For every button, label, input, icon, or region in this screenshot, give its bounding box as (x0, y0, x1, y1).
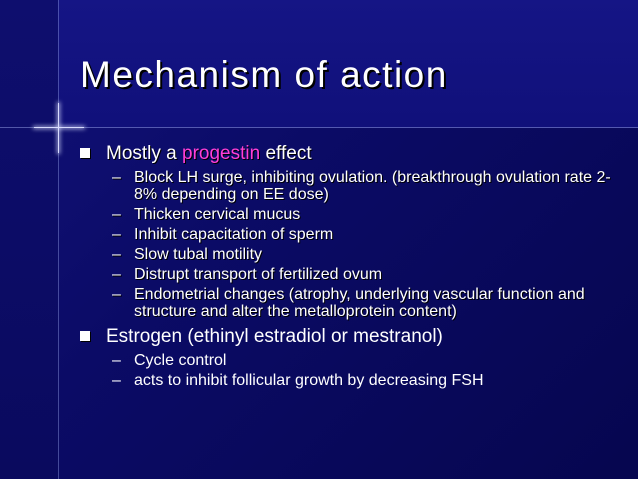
sub-item (76, 206, 631, 223)
sub-item (76, 286, 631, 320)
dash-icon: – (112, 372, 121, 389)
sub-item (76, 352, 631, 369)
bullet-text-after: effect (260, 143, 312, 164)
progestin-sub-list (76, 169, 631, 320)
dash-icon: – (112, 246, 121, 263)
sub-item-text: Endometrial changes (atrophy, underlying vascular function and structure and alter the metalloprotein content) (134, 286, 585, 320)
glow-crosshair-horizontal (34, 127, 84, 128)
horizontal-divider (0, 127, 638, 128)
sub-item (76, 372, 631, 389)
sub-item (76, 246, 631, 263)
bullet-progestin (76, 143, 631, 165)
glow-crosshair-vertical (58, 103, 59, 153)
sub-item (76, 169, 631, 203)
square-bullet-icon (80, 148, 90, 158)
sub-item-text: Inhibit capacitation of sperm (134, 226, 334, 243)
sub-item-text: Block LH surge, inhibiting ovulation. (breakthrough ovulation rate 2-8% depending on EE dose) (134, 169, 611, 203)
bullet-highlight: progestin (182, 143, 261, 164)
sub-item (76, 266, 631, 283)
vertical-divider (58, 0, 59, 479)
dash-icon: – (112, 206, 121, 223)
dash-icon: – (112, 266, 121, 283)
bullet-text: Estrogen (ethinyl estradiol or mestranol) (106, 326, 443, 347)
slide-title: Mechanism of action (80, 54, 448, 95)
bullet-estrogen (76, 326, 631, 348)
slide-content (76, 143, 631, 392)
left-band (0, 0, 58, 479)
dash-icon: – (112, 352, 121, 369)
sub-item-text: Slow tubal motility (134, 246, 263, 263)
bullet-text-before: Mostly a (106, 143, 183, 164)
sub-item-text: acts to inhibit follicular growth by decreasing FSH (134, 372, 484, 389)
sub-item-text: Distrupt transport of fertilized ovum (134, 266, 383, 283)
square-bullet-icon (80, 331, 90, 341)
sub-item-text: Cycle control (134, 352, 227, 369)
dash-icon: – (112, 226, 121, 243)
sub-item (76, 226, 631, 243)
sub-item-text: Thicken cervical mucus (134, 206, 301, 223)
dash-icon: – (112, 169, 121, 186)
estrogen-sub-list (76, 352, 631, 389)
dash-icon: – (112, 286, 121, 303)
